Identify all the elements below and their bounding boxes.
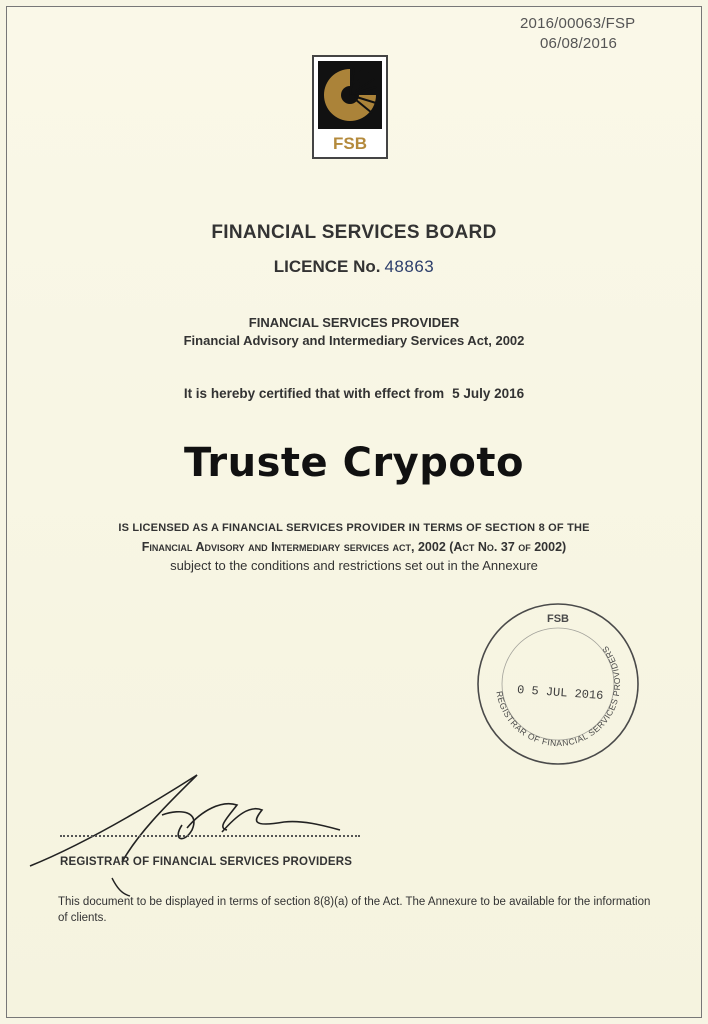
reference-number: 2016/00063/FSP — [520, 15, 636, 32]
licence-label: LICENCE No. — [273, 257, 381, 276]
licence-number: 48863 — [384, 257, 435, 276]
licensed-statement-line3: subject to the conditions and restrictions set out in the Annexure — [170, 558, 538, 573]
licence-line — [0, 257, 708, 277]
licensed-statement-line2: Financial Advisory and Intermediary services act, 2002 (Act No. 37 of 2002) — [141, 540, 567, 554]
provider-title: FINANCIAL SERVICES PROVIDER — [248, 315, 460, 330]
footer-note: This document to be displayed in terms of section 8(8)(a) of the Act. The Annexure to be available for the information of clients. — [58, 896, 651, 924]
certification-line — [0, 386, 708, 401]
registrar-title: REGISTRAR OF FINANCIAL SERVICES PROVIDERS — [60, 856, 353, 868]
stamp-ring-text: REGISTRAR OF FINANCIAL SERVICES PROVIDERS — [494, 643, 623, 749]
fsb-emblem-icon — [314, 57, 386, 157]
reference-date: 06/08/2016 — [540, 35, 618, 52]
fsb-logo — [312, 55, 388, 159]
provider-act: Financial Advisory and Intermediary Services Act, 2002 — [183, 333, 525, 348]
licensed-statement-line1: IS LICENSED AS A FINANCIAL SERVICES PROVIDER IN TERMS OF SECTION 8 OF THE — [118, 522, 590, 534]
signature-line — [60, 835, 360, 837]
registrar-stamp — [474, 600, 642, 768]
reference-block — [520, 14, 670, 54]
certification-text: It is hereby certified that with effect from — [183, 386, 445, 401]
board-title: FINANCIAL SERVICES BOARD — [211, 222, 497, 243]
stamp-top-text: FSB — [547, 613, 569, 625]
licensee-name: Truste Crypoto — [184, 440, 524, 486]
effective-date: 5 July 2016 — [452, 386, 525, 401]
stamp-date: 0 5 JUL 2016 — [516, 683, 604, 704]
logo-text: FSB — [333, 134, 367, 153]
